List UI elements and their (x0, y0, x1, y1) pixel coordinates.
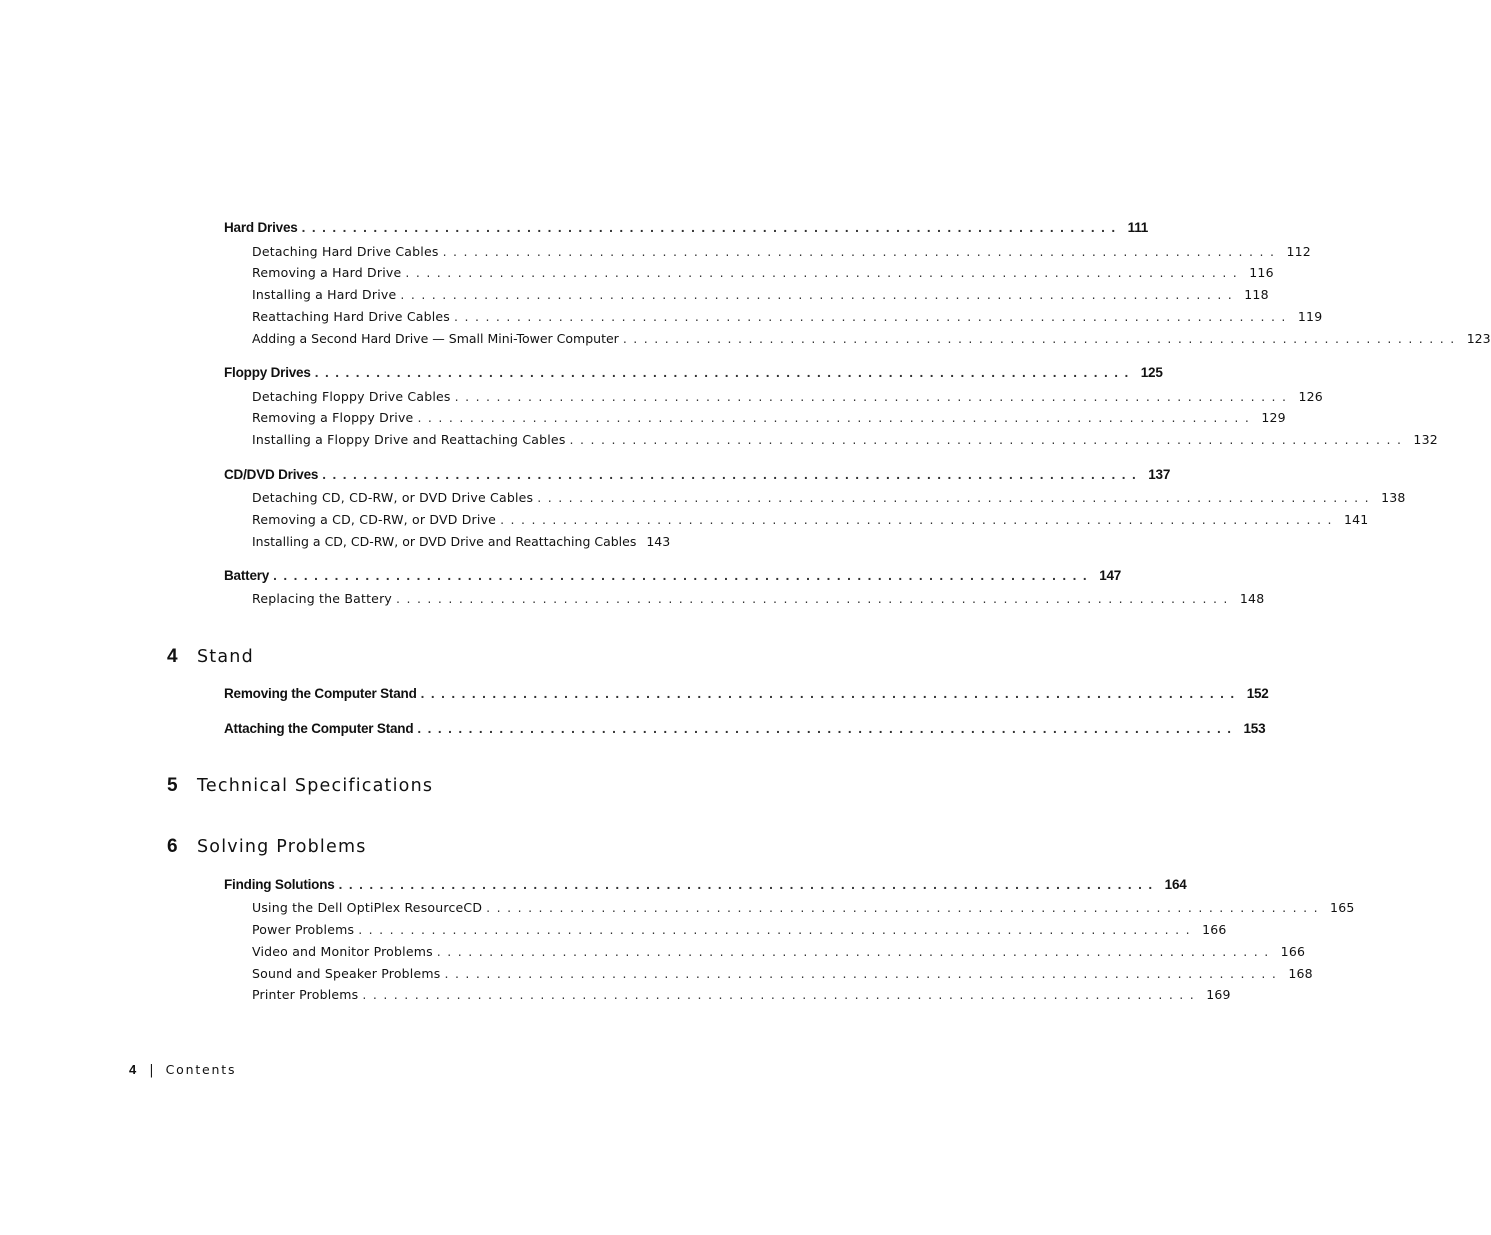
toc-leader-dots: ................................................................................ (273, 568, 1094, 583)
toc-item[interactable] (252, 921, 1227, 939)
toc-page-number: 112 (1286, 244, 1311, 259)
toc-item-title: Removing a Hard Drive (252, 265, 402, 280)
toc-page-number: 169 (1206, 987, 1231, 1002)
toc-page-number: 125 (1140, 365, 1163, 380)
toc-page-number: 168 (1288, 966, 1313, 981)
toc-page-number: 111 (1127, 220, 1149, 235)
toc-section-finding-solutions[interactable] (224, 876, 1187, 894)
toc-item-title: Printer Problems (252, 987, 359, 1002)
toc-leader-dots: ................................................................................ (314, 365, 1135, 380)
toc-page-number: 132 (1413, 432, 1438, 447)
toc-item[interactable] (252, 489, 1406, 507)
toc-item-title: Reattaching Hard Drive Cables (252, 309, 451, 324)
toc-item[interactable] (252, 243, 1311, 261)
toc-item[interactable] (252, 330, 1491, 348)
toc-section-hard-drives[interactable] (224, 219, 1149, 237)
toc-section-cd-dvd-drives[interactable] (224, 466, 1171, 484)
toc-item[interactable] (252, 590, 1265, 608)
toc-leader-dots: ................................................................................ (486, 900, 1325, 915)
toc-item-title: Installing a CD, CD-RW, or DVD Drive and Reattaching Cables (252, 534, 637, 549)
toc-section-removing-stand[interactable] (224, 685, 1269, 703)
toc-page-number: 153 (1243, 721, 1266, 736)
toc-item[interactable] (252, 409, 1286, 427)
toc-item-title: Removing a Floppy Drive (252, 410, 414, 425)
chapter-title: Technical Specifications (197, 776, 434, 796)
toc-leader-dots: ................................................................................ (322, 467, 1143, 482)
toc-item-title: Detaching Floppy Drive Cables (252, 389, 451, 404)
toc-item[interactable] (252, 533, 671, 551)
toc-item-title: Using the Dell OptiPlex ResourceCD (252, 900, 483, 915)
toc-leader-dots: ................................................................................ (396, 591, 1234, 606)
footer-separator: | (149, 1063, 154, 1078)
toc-page-number: 166 (1202, 922, 1227, 937)
toc-leader-dots: ................................................................................ (442, 244, 1281, 259)
toc-section-title: Hard Drives (224, 220, 298, 235)
toc-page-number: 152 (1246, 686, 1269, 701)
toc-item-title: Replacing the Battery (252, 591, 393, 606)
chapter-number: 4 (167, 646, 178, 667)
toc-item[interactable] (252, 899, 1355, 917)
toc-item-title: Sound and Speaker Problems (252, 966, 441, 981)
toc-page-number: 166 (1280, 944, 1306, 959)
toc-section-title: Attaching the Computer Stand (224, 721, 414, 736)
toc-section-title: Floppy Drives (224, 365, 311, 380)
toc-leader-dots: ................................................................................ (405, 265, 1244, 280)
toc-page-number: 119 (1297, 309, 1323, 324)
chapter-title: Stand (197, 647, 254, 667)
toc-section-floppy-drives[interactable] (224, 364, 1163, 382)
chapter-title: Solving Problems (197, 837, 367, 857)
toc-leader-dots: ................................................................................ (537, 490, 1376, 505)
toc-leader-dots: ................................................................................ (301, 220, 1122, 235)
toc-section-battery[interactable] (224, 567, 1122, 585)
toc-item-title: Installing a Floppy Drive and Reattaching Cables (252, 432, 566, 447)
toc-item[interactable] (252, 511, 1369, 529)
toc-leader-dots: ................................................................................ (454, 389, 1293, 404)
toc-section-title: Battery (224, 568, 270, 583)
toc-item[interactable] (252, 286, 1269, 304)
toc-leader-dots: ................................................................................ (417, 721, 1238, 736)
toc-leader-dots: ................................................................................ (569, 432, 1408, 447)
toc-page-number: 165 (1330, 900, 1355, 915)
toc-item-title: Video and Monitor Problems (252, 944, 433, 959)
toc-leader-dots: ................................................................................ (444, 966, 1283, 981)
chapter-heading-technical-specifications[interactable] (167, 773, 433, 799)
toc-page-number: 129 (1261, 410, 1286, 425)
footer-page-number: 4 (129, 1062, 137, 1077)
toc-leader-dots: ................................................................................ (500, 512, 1338, 527)
toc-item-title: Power Problems (252, 922, 355, 937)
toc-leader-dots: ................................................................................ (358, 922, 1197, 937)
toc-item[interactable] (252, 308, 1323, 326)
toc-leader-dots: ................................................................................ (400, 287, 1239, 302)
toc-page-number: 141 (1343, 512, 1369, 527)
toc-leader-dots: ................................................................................ (417, 410, 1256, 425)
toc-page-number: 148 (1239, 591, 1265, 606)
toc-item[interactable] (252, 965, 1313, 983)
toc-page-number: 143 (646, 534, 671, 549)
toc-item[interactable] (252, 264, 1274, 282)
toc-item[interactable] (252, 388, 1323, 406)
toc-section-attaching-stand[interactable] (224, 720, 1266, 738)
toc-page-number: 137 (1148, 467, 1171, 482)
toc-page-number: 123 (1466, 331, 1491, 346)
toc-item[interactable] (252, 986, 1231, 1004)
toc-leader-dots: ................................................................................ (420, 686, 1241, 701)
toc-item-title: Detaching Hard Drive Cables (252, 244, 439, 259)
toc-item-title: Removing a CD, CD-RW, or DVD Drive (252, 512, 497, 527)
toc-item[interactable] (252, 431, 1438, 449)
toc-leader-dots: ................................................................................ (454, 309, 1292, 324)
toc-leader-dots: ................................................................................ (622, 331, 1461, 346)
toc-page-number: 164 (1164, 877, 1187, 892)
chapter-number: 6 (167, 836, 178, 857)
toc-section-title: Finding Solutions (224, 877, 335, 892)
toc-item[interactable] (252, 943, 1306, 961)
chapter-heading-solving-problems[interactable] (167, 834, 367, 860)
chapter-heading-stand[interactable] (167, 644, 254, 670)
toc-item-title: Detaching CD, CD-RW, or DVD Drive Cables (252, 490, 534, 505)
toc-item-title: Adding a Second Hard Drive — Small Mini-Tower Computer (252, 331, 619, 346)
page-footer (129, 1060, 236, 1080)
toc-item-title: Installing a Hard Drive (252, 287, 397, 302)
toc-section-title: CD/DVD Drives (224, 467, 319, 482)
toc-section-title: Removing the Computer Stand (224, 686, 417, 701)
toc-leader-dots: ................................................................................ (362, 987, 1201, 1002)
toc-page-number: 138 (1381, 490, 1406, 505)
toc-leader-dots: ................................................................................ (338, 877, 1159, 892)
chapter-number: 5 (167, 775, 178, 796)
toc-leader-dots: ................................................................................ (436, 944, 1275, 959)
footer-label: Contents (165, 1062, 237, 1077)
toc-page-number: 116 (1249, 265, 1274, 280)
toc-page-number: 126 (1298, 389, 1323, 404)
toc-page-number: 118 (1244, 287, 1269, 302)
toc-page-number: 147 (1099, 568, 1122, 583)
